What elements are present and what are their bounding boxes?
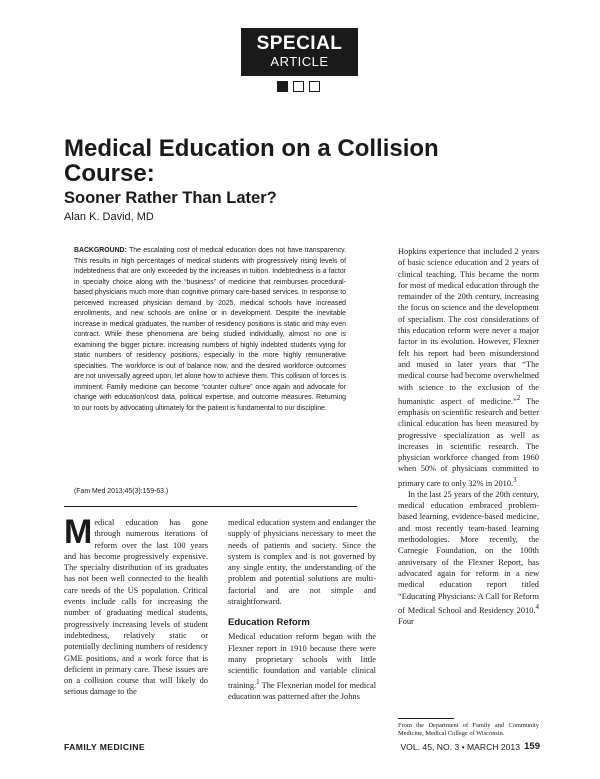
article-title: Medical Education on a Collision Course: (64, 135, 439, 187)
page-number: 159 (524, 741, 540, 752)
body-text: Medical education reform began with the Flexner report in 1910 because there were many proprietary schools with little scientific foundation and variable clinical training. (228, 632, 376, 690)
journal-name: FAMILY MEDICINE (64, 742, 145, 752)
affiliation-divider (398, 718, 454, 719)
indicator-square-filled (277, 81, 288, 92)
banner-article: ARTICLE (270, 54, 329, 69)
article-subtitle: Sooner Rather Than Later? (64, 189, 277, 207)
body-text: edical education has gone through numerous iterations of reform over the last 100 years and has become progressively expensive. The specialty distribution of its graduates has not been well connected to the health care needs of the US population. Critical events include calls for increasing the number of graduating medical students, progressively increasing levels of student indebtedness, relatively static or potentially declining numbers of residency GME positions, and a work force that is deficient in primary care. These issues are on a collision course that will likely do serious damage to the (64, 518, 208, 697)
indicator-square-empty (293, 81, 304, 92)
body-text: Hopkins experience that included 2 years of basic science education and 2 years of clinical teaching. This became the norm for most of medical education through the remainder of the 20th century, increasing the focus on science and the development of specialism. The cost considerations of this education reform were never a major factor in its evolution. However, Flexner felt his report had been misunderstood and mused in later years that “The medical course had become overwhelmed with science to the exclusion of the humanistic aspect of medicine.” (398, 247, 539, 406)
body-text: The Flexnerian model for medical education was patterned after the Johns (228, 680, 377, 701)
body-text: The emphasis on scientific research and better clinical education has been measured by progressive specialization as well as increases in scientific research. The physician workforce changed from 1960 when 50% of physicians committed to primary care to only 32% in 2010. (398, 396, 539, 488)
reference-marker: 2 (516, 393, 521, 402)
banner-special: SPECIAL (256, 33, 343, 54)
body-column-3 (398, 246, 539, 627)
issue-info: VOL. 45, NO. 3 • MARCH 2013 (400, 742, 520, 752)
body-text: Four (398, 616, 414, 626)
section-indicator (277, 81, 320, 92)
body-paragraph: medical education system and endanger the supply of physicians necessary to meet the needs of patients and society. Since the system is complex and is not governed by any single entity, the understanding of the problem and potential solutions are multi-factorial and are not simple and straightforward. (228, 518, 376, 607)
body-paragraph (398, 246, 539, 489)
indicator-square-empty (309, 81, 320, 92)
abstract (74, 246, 346, 414)
author-affiliation: From the Department of Family and Community Medicine, Medical College of Wisconsin. (398, 722, 539, 738)
drop-cap: M (64, 513, 93, 551)
citation: (Fam Med 2013;45(3):159-63.) (74, 488, 169, 495)
reference-marker: 4 (535, 602, 539, 611)
section-banner (241, 28, 358, 76)
article-author: Alan K. David, MD (64, 211, 154, 223)
body-text: In the last 25 years of the 20th century, medical education embraced problem-based learning, evidence-based medicine, and most recently team-based learning methodologies. More recently, the Carnegie Foundation, on the 100th anniversary of the Flexner Report, has advocated again for reform in a new medical education report titled “Educating Physicians: A Call for Reform of Medical School and Residency 2010. (398, 489, 539, 615)
reference-marker: 3 (513, 475, 517, 484)
body-column-2 (228, 517, 376, 702)
body-paragraph (228, 631, 376, 702)
abstract-text: The escalating cost of medical education does not have transparency. This results in high percentages of medical students with progressively rising levels of indebtedness that are only exceeded by the increases in tuition. Indebtedness is a factor in specialty choice along with the “business” of medicine that reimburses procedural-based physicians much more than cognitive primary care-based services. In response to perceived increased physician demand by 2025, medical schools have increased enrollments, and new schools are online or in development. Despite the inevitable increase in medical graduates, the number of residency positions is static and may even contract. While these phenomena are being studied individually, almost no one is examining the bigger picture: increasing numbers of highly indebted students vying for static numbers of residency positions, especially in the more highly remunerative specialties. The workforce is out of balance now, and the desired workforce outcomes are not universally agreed upon, let alone how to achieve them. This collision of forces is imminent. Family medicine can become “counter culture” once again and advocate for change with education/cost data, political expertise, and outcome measures. Returning to our roots by advocating ultimately for the patient is fundamental to our discipline. (74, 247, 346, 412)
body-column-1 (64, 513, 208, 698)
reference-marker: 1 (256, 677, 260, 686)
abstract-label: BACKGROUND: (74, 247, 127, 254)
section-heading: Education Reform (228, 617, 310, 629)
body-paragraph (398, 489, 539, 627)
abstract-divider (64, 506, 357, 507)
